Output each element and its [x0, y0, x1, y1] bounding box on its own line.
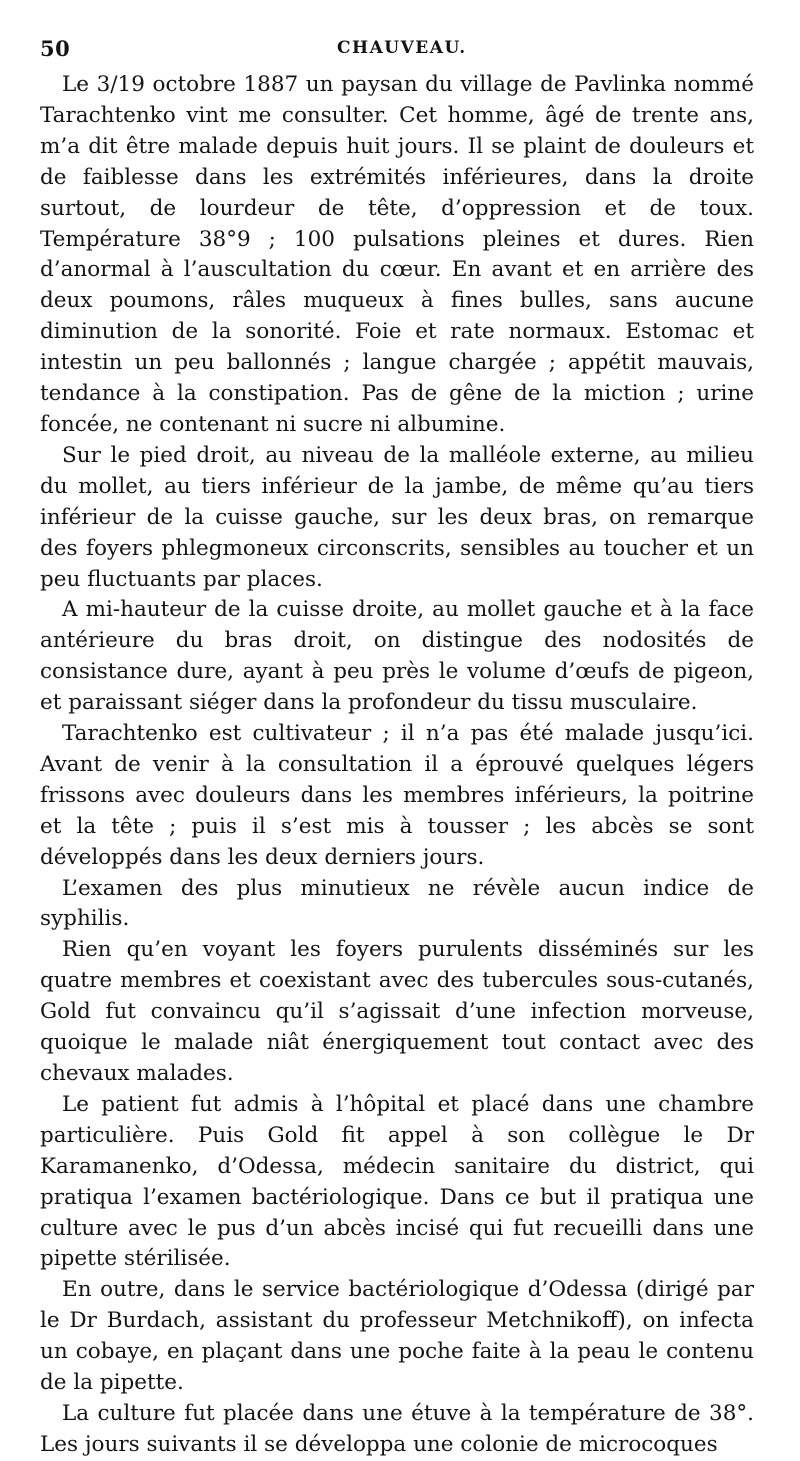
paragraph: A mi-hauteur de la cuisse droite, au mollet gauche et à la face antérieure du bras droit, on distingue des nodosités de consistance dure, ayant à peu près le volume d’œufs de pigeon, et paraissant siéger dans la profondeur du tissu musculaire. — [40, 597, 754, 716]
paragraph: Le patient fut admis à l’hôpital et placé dans une chambre particulière. Puis Gold fit appel à son collègue le Dr Karamanenko, d’Odessa, médecin sanitaire du district, qui pratiqua l’examen bactériologique. Dans ce but il pratiqua une culture avec le pus d’un abcès incisé qui fut recueilli dans une pipette stérilisée. — [40, 1091, 754, 1272]
paragraph: Tarachtenko est cultivateur ; il n’a pas été malade jusqu’ici. Avant de venir à la consultation il a éprouvé quelques légers frissons avec douleurs dans les membres inférieurs, la poitrine et la tête ; puis il s’est mis à tousser ; les abcès se sont développés dans les deux derniers jours. — [40, 721, 754, 870]
paragraph: L’examen des plus minutieux ne révèle aucun indice de syphilis. — [40, 875, 754, 932]
paragraph: Sur le pied droit, au niveau de la malléole externe, au milieu du mollet, au tiers inférieur de la jambe, de même qu’au tiers inférieur de la cuisse gauche, sur les deux bras, on remarque des foyers phlegmoneux circonscrits, sensibles au toucher et un peu fluctuants par places. — [40, 442, 754, 592]
paragraph: Le 3/19 octobre 1887 un paysan du village de Pavlinka nommé Tarachtenko vint me consulter. Cet homme, âgé de trente ans, m’a dit être malade depuis huit jours. Il se plaint de douleurs et de faiblesse dans les extrémités inférieures, dans la droite surtout, de lourdeur de tête, d’oppression et de toux. Température 38°9 ; 100 pulsations pleines et dures. Rien d’anormal à l’auscultation du cœur. En avant et en arrière des deux poumons, râles muqueux à fines bulles, sans aucune diminution de la sonorité. Foie et rate normaux. Estomac et intestin un peu ballonnés ; langue chargée ; appétit mauvais, tendance à la constipation. Pas de gêne de la miction ; urine foncée, ne contenant ni sucre ni albumine. — [40, 72, 754, 437]
page-header — [40, 28, 754, 61]
page-number: 50 — [40, 36, 71, 61]
paragraph: La culture fut placée dans une étuve à la température de 38°. Les jours suivants il se développa une colonie de microcoques — [40, 1400, 754, 1457]
running-title: CHAUVEAU. — [337, 38, 467, 58]
paragraph: En outre, dans le service bactériologique d’Odessa (dirigé par le Dr Burdach, assistant du professeur Metchnikoff), on infecta un cobaye, en plaçant dans une poche faite à la peau le contenu de la pipette. — [40, 1277, 754, 1396]
body-text — [40, 70, 754, 1461]
paragraph: Rien qu’en voyant les foyers purulents disséminés sur les quatre membres et coexistant avec des tubercules sous-cutanés, Gold fut convaincu qu’il s’agissait d’une infection morveuse, quoique le malade niât énergiquement tout contact avec des chevaux malades. — [40, 937, 754, 1086]
